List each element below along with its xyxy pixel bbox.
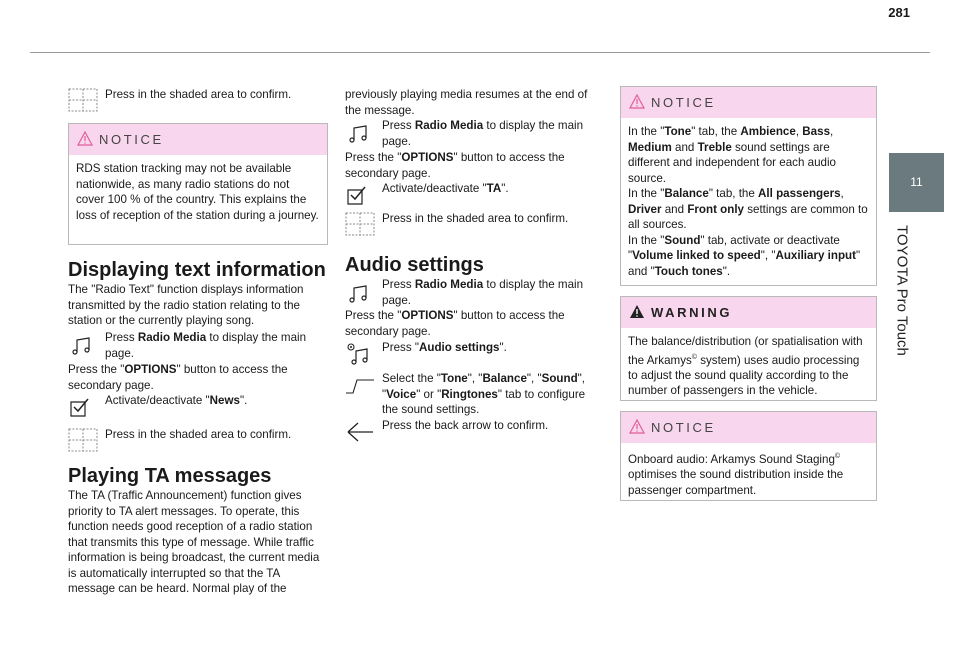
press-radio-text: Press Radio Media to display the main page. (105, 331, 307, 360)
heading-audio: Audio settings (345, 254, 484, 276)
heading-text-info: Displaying text information (68, 259, 326, 281)
checkbox-icon (345, 183, 375, 207)
notice-triangle-icon (629, 94, 645, 109)
back-arrow-icon (345, 420, 375, 444)
notice-title: NOTICE (99, 132, 164, 147)
ta-continued-text: previously playing media resumes at the end of the message. (345, 88, 588, 117)
press-radio-text: Press Radio Media to display the main page. (382, 119, 584, 148)
warning-box (620, 296, 877, 401)
activate-news-text: Activate/deactivate "News". (105, 394, 248, 407)
header-rule (30, 52, 930, 53)
notice-box (68, 123, 328, 245)
press-audio-settings-text: Press "Audio settings". (382, 341, 507, 354)
notice-arkamys-text: Onboard audio: Arkamys Sound Staging© optimises the sound distribution inside the passenger compartment. (628, 452, 844, 497)
confirm-grid-icon (345, 212, 375, 236)
press-options-text: Press the "OPTIONS" button to access the secondary page. (345, 151, 565, 180)
warning-text: The balance/distribution (or spatialisation with the Arkamys© system) uses audio processing to adjust the sound quality according to the number of passengers in the vehicle. (628, 335, 863, 398)
notice-sound-text: In the "Sound" tab, activate or deactivate "Volume linked to speed", "Auxiliary input" and "Touch tones". (628, 233, 861, 278)
text-intro: The "Radio Text" function displays information transmitted by the radio station relating to the station or the currently playing song. (68, 283, 304, 327)
select-tab-text: Select the "Tone", "Balance", "Sound", "Voice" or "Ringtones" tab to configure the sound settings. (382, 372, 586, 416)
settings-note-icon (345, 342, 375, 366)
back-arrow-text: Press the back arrow to confirm. (382, 419, 549, 432)
activate-ta-text: Activate/deactivate "TA". (382, 182, 509, 195)
music-note-icon (68, 334, 98, 358)
chapter-number: 11 (910, 175, 923, 189)
chapter-title: TOYOTA Pro Touch (893, 225, 911, 356)
press-options-text: Press the "OPTIONS" button to access the secondary page. (68, 363, 288, 392)
heading-ta: Playing TA messages (68, 465, 272, 487)
confirm-text: Press in the shaded area to confirm. (382, 212, 569, 225)
confirm-text: Press in the shaded area to confirm. (105, 428, 292, 441)
notice-text: RDS station tracking may not be available nationwide, as many radio stations do not cover 100 % of the country. This explains the loss of reception of the station during a journey. (76, 162, 319, 222)
notice-triangle-icon (629, 419, 645, 434)
notice-title: NOTICE (651, 420, 716, 435)
confirm-grid-icon (68, 428, 98, 452)
notice-balance-text: In the "Balance" tab, the All passengers, Driver and Front only settings are common to all sources. (628, 187, 868, 231)
press-options-text: Press the "OPTIONS" button to access the secondary page. (345, 309, 565, 338)
chapter-tab (889, 153, 944, 212)
music-note-icon (345, 122, 375, 146)
confirm-text: Press in the shaded area to confirm. (105, 88, 292, 101)
tab-icon (345, 374, 375, 398)
music-note-icon (345, 282, 375, 306)
warning-triangle-icon (629, 304, 645, 319)
checkbox-icon (68, 395, 98, 419)
notice-box (620, 411, 877, 501)
ta-text: The TA (Traffic Announcement) function gives priority to TA alert messages. To operate, this function needs good reception of a radio station that transmits this type of message. While traffic information is being broadcast, the current media is automatically interrupted so that the TA message can be heard. Normal play of the (68, 489, 320, 595)
notice-title: NOTICE (651, 95, 716, 110)
page-number: 281 (888, 5, 910, 20)
warning-title: WARNING (651, 305, 733, 320)
notice-tone-text: In the "Tone" tab, the Ambience, Bass, Medium and Treble sound settings are different and independent for each audio source. (628, 125, 836, 185)
press-radio-text: Press Radio Media to display the main page. (382, 278, 584, 307)
notice-triangle-icon (77, 131, 93, 146)
confirm-grid-icon (68, 88, 98, 112)
notice-box (620, 86, 877, 286)
